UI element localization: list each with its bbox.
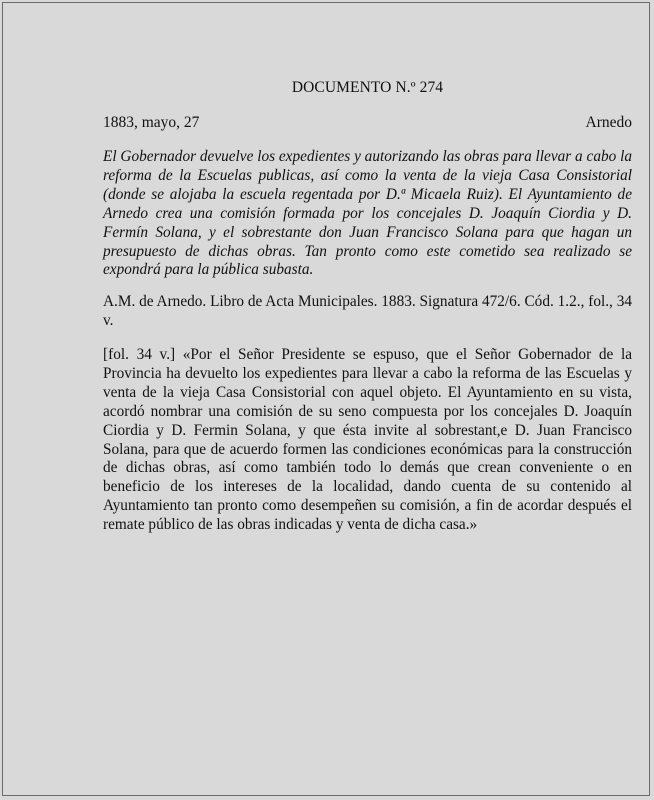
document-transcription: [fol. 34 v.] «Por el Señor Presidente se espuso, que el Señor Gobernador de la Provincia ha devuelto los expedientes para llevar a cabo la reforma de las Escuelas y venta de la vieja Casa Consistorial con aquel objeto. El Ayuntamiento en su vista, acordó nombrar una comisión de su seno compuesta por los concejales D. Joaquín Ciordia y D. Fermin Solana, y que ésta invite al sobrestant,e D. Juan Francisco Solana, para que de acuerdo formen las condiciones económicas para la construcción de dichas obras, así como también todo lo demás que crean conveniente o en beneficio de los intereses de la localidad, dando cuenta de su contenido al Ayuntamiento tan pronto como desempeñen su comisión, a fin de acordar después el remate público de las obras indicadas y venta de dicha casa.»	[103, 346, 632, 534]
document-date: 1883, mayo, 27	[103, 114, 200, 131]
document-summary: El Gobernador devuelve los expedientes y autorizando las obras para llevar a cabo la reforma de la Escuelas publicas, así como la venta de la vieja Casa Consistorial (donde se alojaba la escuela regentada por D.ª Micaela Ruiz). El Ayuntamiento de Arnedo crea una comisión formada por los concejales D. Joaquín Ciordia y D. Fermín Solana, y el sobrestante don Juan Francisco Solana para que hagan un presupuesto de dichas obras. Tan pronto como este cometido sea realizado se expondrá para la pública subasta.	[103, 148, 632, 279]
document-title: DOCUMENTO N.º 274	[291, 79, 444, 96]
document-page	[2, 2, 650, 796]
document-place: Arnedo	[585, 114, 632, 131]
archival-source: A.M. de Arnedo. Libro de Acta Municipales. 1883. Signatura 472/6. Cód. 1.2., fol., 34 v.	[103, 293, 632, 329]
